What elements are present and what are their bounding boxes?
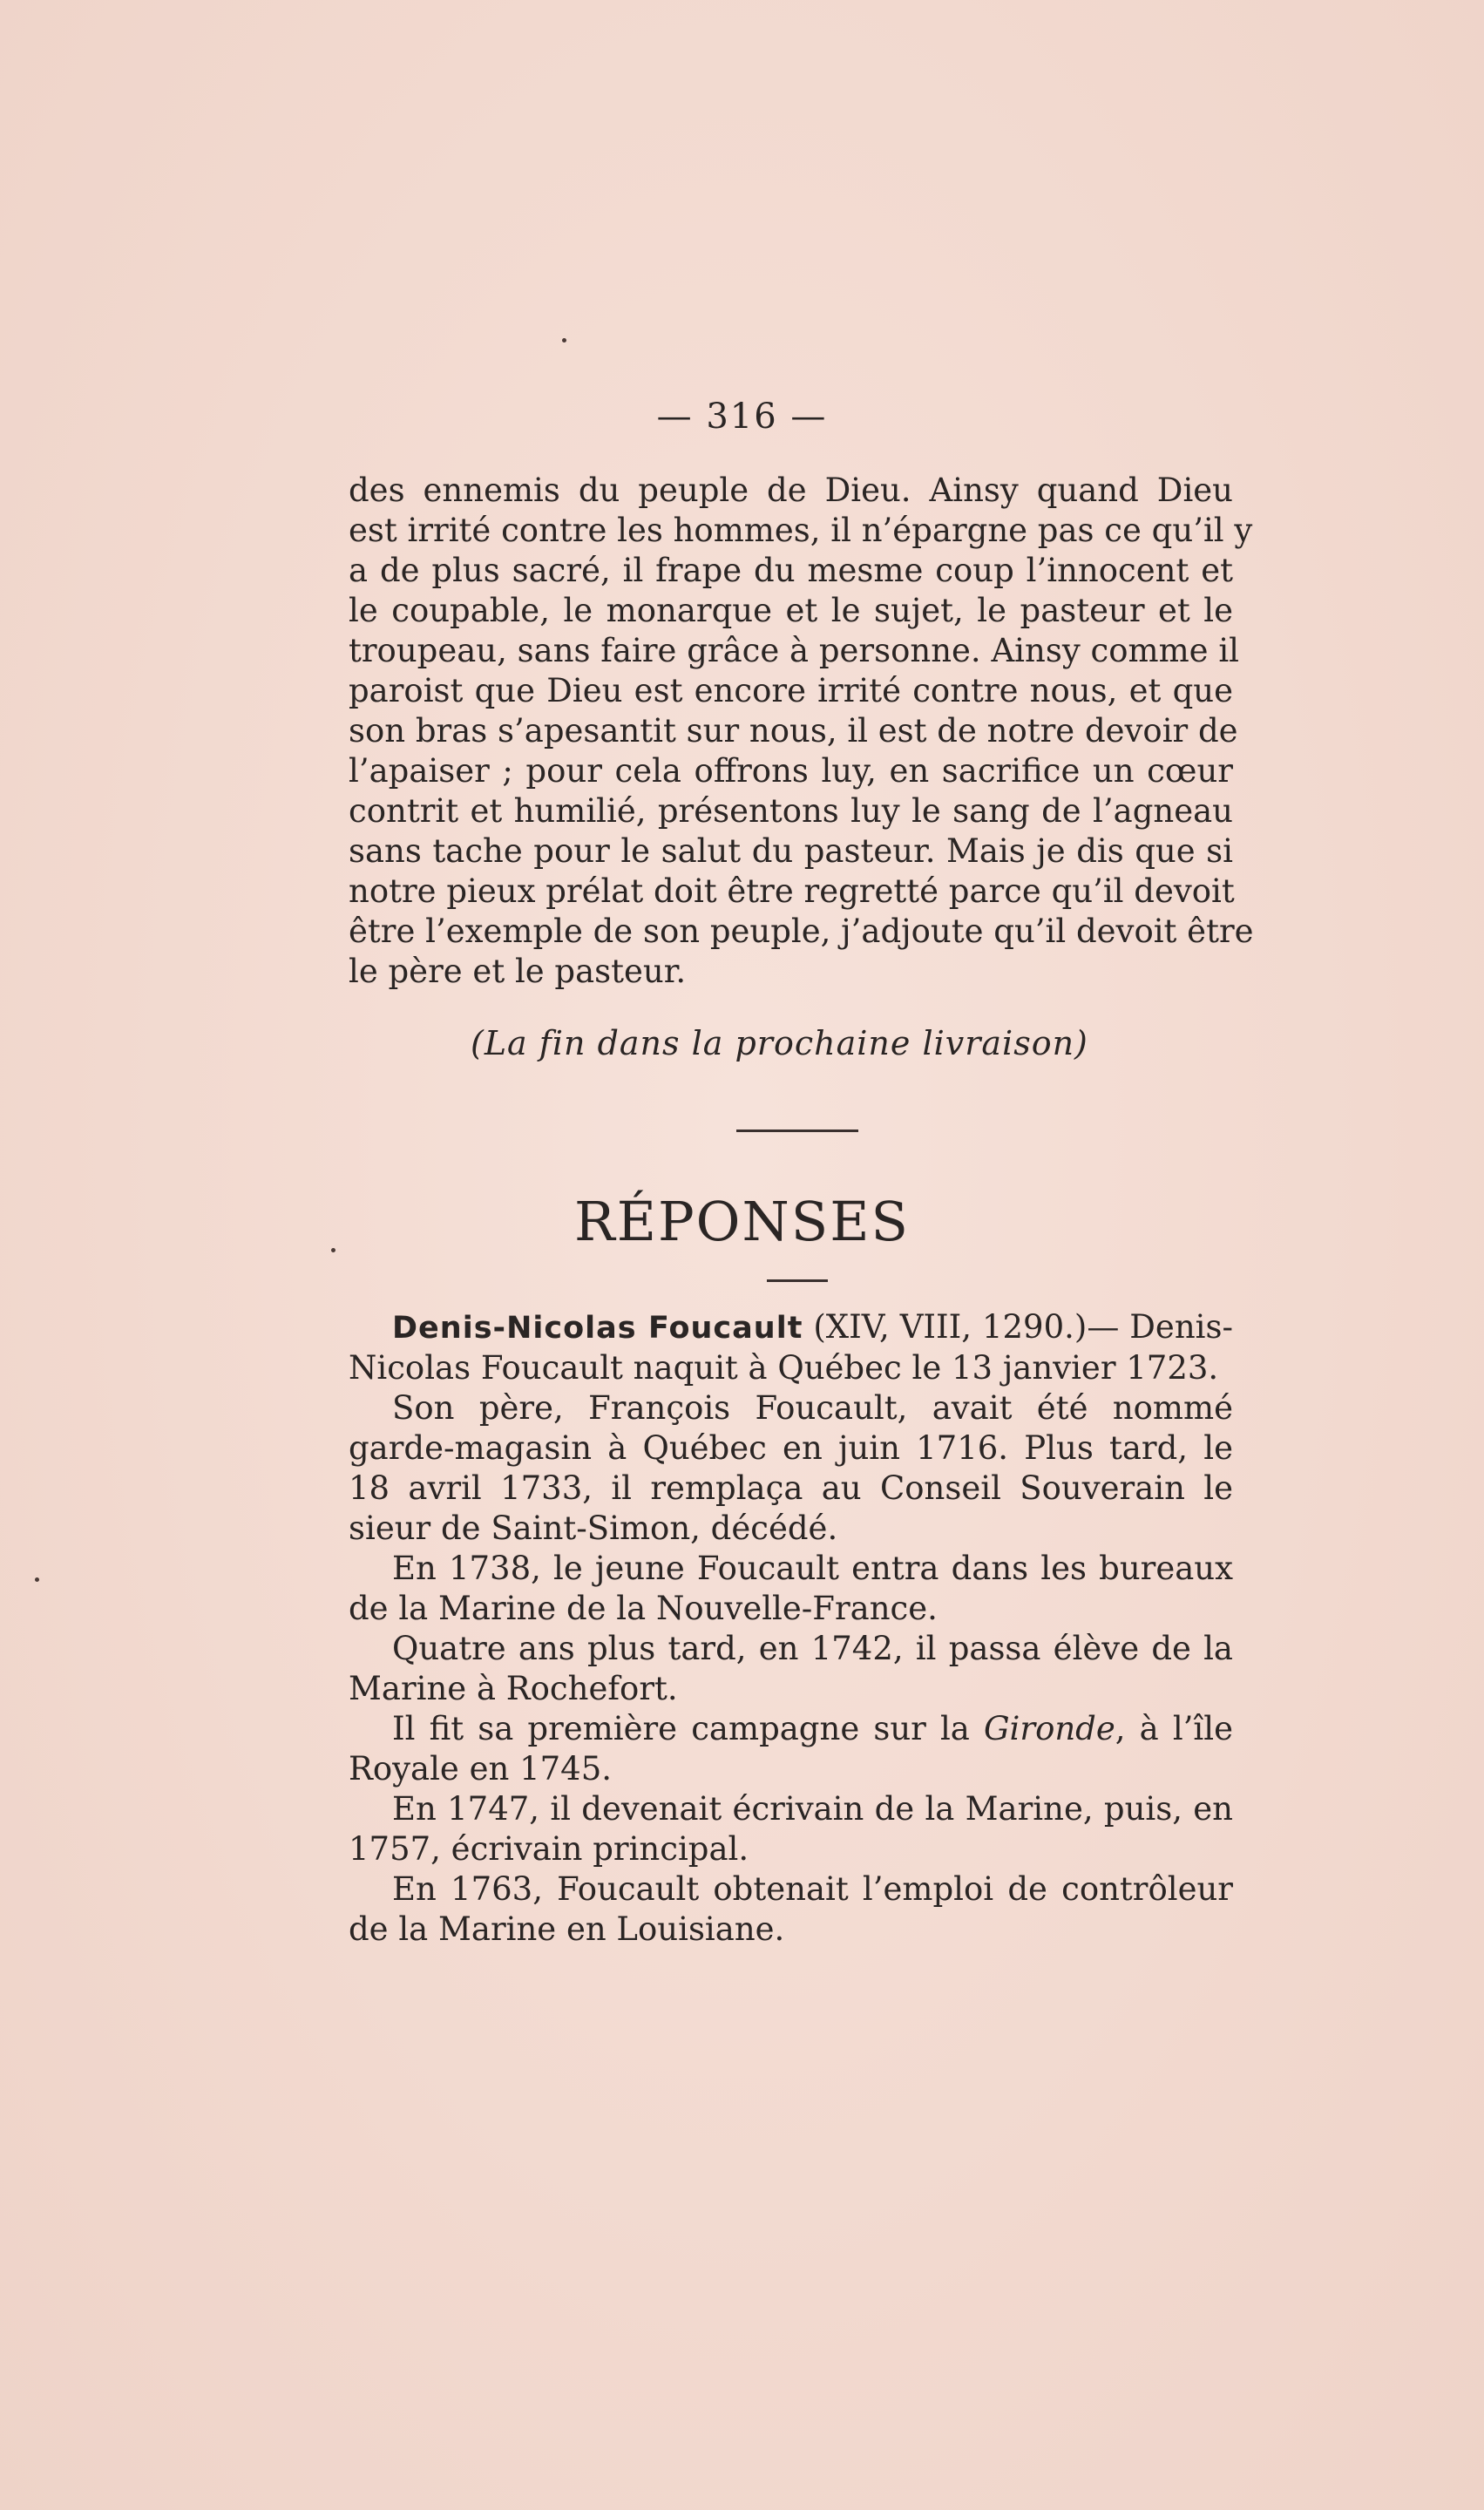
entry-subject: Denis-Nicolas Foucault: [392, 1311, 803, 1346]
title-underline: [767, 1279, 828, 1282]
paper-speck: [331, 1248, 335, 1252]
text-line: est irrité contre les hommes, il n’épargne pas ce qu’il y: [349, 512, 1253, 549]
text-line: l’apaiser ; pour cela offrons luy, en sacrifice un cœur: [349, 752, 1233, 790]
text-line: des ennemis du peuple de Dieu. Ainsy quand Dieu: [349, 471, 1233, 509]
answer-entry: [349, 1307, 1233, 1950]
page-number: — 316 —: [656, 397, 828, 437]
text-line: le père et le pasteur.: [349, 953, 687, 990]
entry-paragraph: [349, 1709, 1233, 1789]
entry-paragraph: En 1763, Foucault obtenait l’emploi de contrôleur de la Marine en Louisiane.: [349, 1870, 1233, 1948]
paper-speck: [35, 1577, 39, 1582]
text-line: son bras s’apesantit sur nous, il est de notre devoir de: [349, 712, 1238, 750]
section-divider: [736, 1130, 858, 1132]
entry-text: , à l’île Royale en 1745.: [349, 1710, 1233, 1788]
entry-paragraph: En 1747, il devenait écrivain de la Marine, puis, en 1757, écrivain principal.: [349, 1790, 1233, 1868]
text-line: paroist que Dieu est encore irrité contre nous, et que: [349, 672, 1233, 709]
text-line: a de plus sacré, il frape du mesme coup l’innocent et: [349, 552, 1233, 589]
entry-reference: (XIV, VIII, 1290.)— Denis-Nicolas Foucault naquit à Québec le 13 janvier 1723.: [349, 1308, 1233, 1387]
text-line: sans tache pour le salut du pasteur. Mais je dis que si: [349, 832, 1233, 870]
entry-paragraph: En 1738, le jeune Foucault entra dans les bureaux de la Marine de la Nouvelle-France.: [349, 1550, 1233, 1627]
paper-speck: [562, 338, 566, 343]
text-line: troupeau, sans faire grâce à personne. Ainsy comme il: [349, 632, 1239, 669]
entry-paragraph: Son père, François Foucault, avait été nommé garde-magasin à Québec en juin 1716. Plus tard, le 18 avril 1733, il remplaça au Conseil Souverain le sieur de Saint-Simon, décédé.: [349, 1389, 1233, 1547]
entry-paragraph: Quatre ans plus tard, en 1742, il passa élève de la Marine à Rochefort.: [349, 1630, 1233, 1707]
entry-paragraph: [349, 1307, 1233, 1388]
text-line: être l’exemple de son peuple, j’adjoute qu’il devoit être: [349, 912, 1254, 950]
continued-paragraph: [349, 471, 1254, 992]
text-line: contrit et humilié, présentons luy le sang de l’agneau: [349, 792, 1233, 830]
section-title: RÉPONSES: [574, 1190, 910, 1253]
entry-text: Il fit sa première campagne sur la: [392, 1710, 984, 1747]
text-line: le coupable, le monarque et le sujet, le pasteur et le: [349, 592, 1233, 629]
ship-name: Gironde: [984, 1710, 1115, 1747]
text-line: notre pieux prélat doit être regretté parce qu’il devoit: [349, 872, 1235, 910]
continuation-note: (La fin dans la prochaine livraison): [471, 1024, 1088, 1062]
